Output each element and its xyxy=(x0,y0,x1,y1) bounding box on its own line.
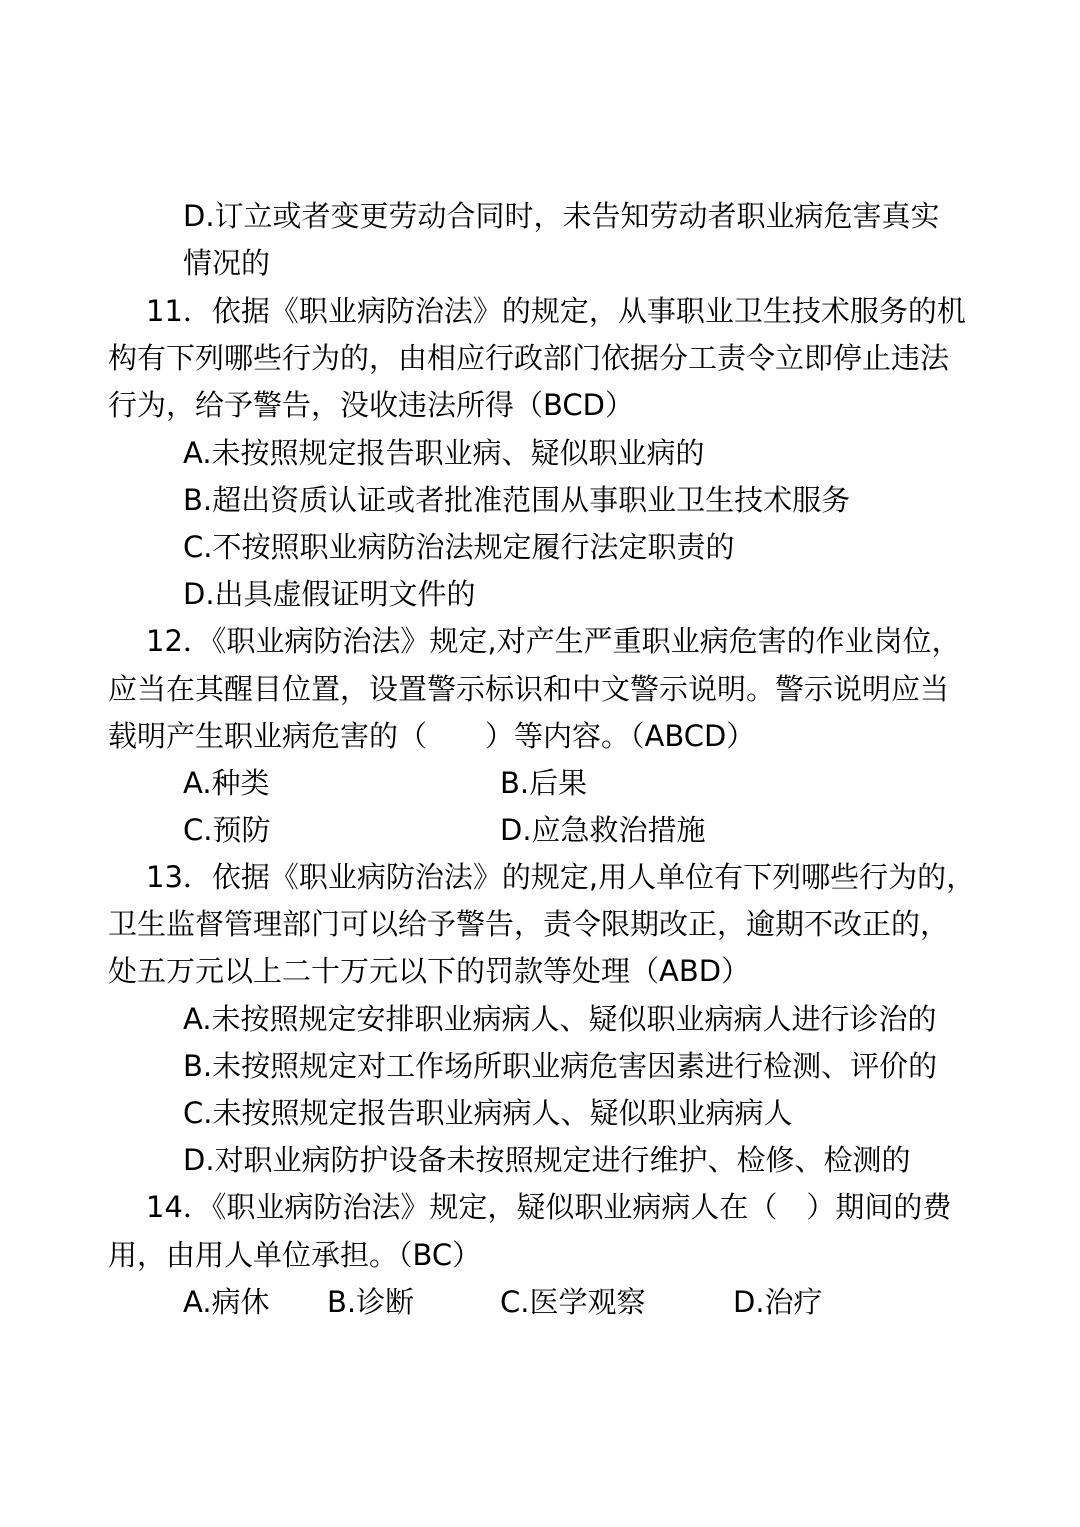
q12-option-d: D.应急救治措施 xyxy=(500,813,706,847)
q11-stem-line1: 11．依据《职业病防治法》的规定，从事职业卫生技术服务的机 xyxy=(146,294,966,328)
q13-option-b: B.未按照规定对工作场所职业病危害因素进行检测、评价的 xyxy=(183,1049,938,1083)
q13-option-d: D.对职业病防护设备未按照规定进行维护、检修、检测的 xyxy=(183,1143,911,1177)
q13-option-c: C.未按照规定报告职业病病人、疑似职业病病人 xyxy=(183,1096,793,1130)
q12-stem-line2: 应当在其醒目位置，设置警示标识和中文警示说明。警示说明应当 xyxy=(108,672,950,706)
q11-stem-line3: 行为，给予警告，没收违法所得（BCD） xyxy=(108,388,634,422)
q13-option-a: A.未按照规定安排职业病病人、疑似职业病病人进行诊治的 xyxy=(183,1002,937,1036)
q13-stem-line2: 卫生监督管理部门可以给予警告，责令限期改正，逾期不改正的， xyxy=(108,907,950,941)
q10-option-d-line2: 情况的 xyxy=(183,246,271,280)
q14-stem-line2: 用，由用人单位承担。（BC） xyxy=(108,1238,482,1272)
q14-stem-line1: 14．《职业病防治法》规定，疑似职业病病人在（ ）期间的费 xyxy=(146,1190,952,1224)
q12-option-c: C.预防 xyxy=(183,813,271,847)
q12-stem-line3: 载明产生职业病危害的（ ）等内容。（ABCD） xyxy=(108,719,756,753)
q11-option-d: D.出具虚假证明文件的 xyxy=(183,577,476,611)
q12-option-a: A.种类 xyxy=(183,766,270,800)
q13-stem-line1: 13．依据《职业病防治法》的规定,用人单位有下列哪些行为的， xyxy=(146,860,976,894)
q11-option-a: A.未按照规定报告职业病、疑似职业病的 xyxy=(183,436,705,470)
q14-option-a: A.病休 xyxy=(183,1285,270,1319)
q10-option-d-line1: D.订立或者变更劳动合同时，未告知劳动者职业病危害真实 xyxy=(183,199,940,233)
q14-option-d: D.治疗 xyxy=(733,1285,823,1319)
q11-option-b: B.超出资质认证或者批准范围从事职业卫生技术服务 xyxy=(183,483,851,517)
q11-stem-line2: 构有下列哪些行为的，由相应行政部门依据分工责令立即停止违法 xyxy=(108,341,950,375)
q14-option-b: B.诊断 xyxy=(327,1285,415,1319)
q11-option-c: C.不按照职业病防治法规定履行法定职责的 xyxy=(183,530,735,564)
q14-option-c: C.医学观察 xyxy=(500,1285,646,1319)
q12-stem-line1: 12．《职业病防治法》规定,对产生严重职业病危害的作业岗位， xyxy=(146,624,961,658)
q12-option-b: B.后果 xyxy=(500,766,588,800)
q13-stem-line3: 处五万元以上二十万元以下的罚款等处理（ABD） xyxy=(108,954,751,988)
